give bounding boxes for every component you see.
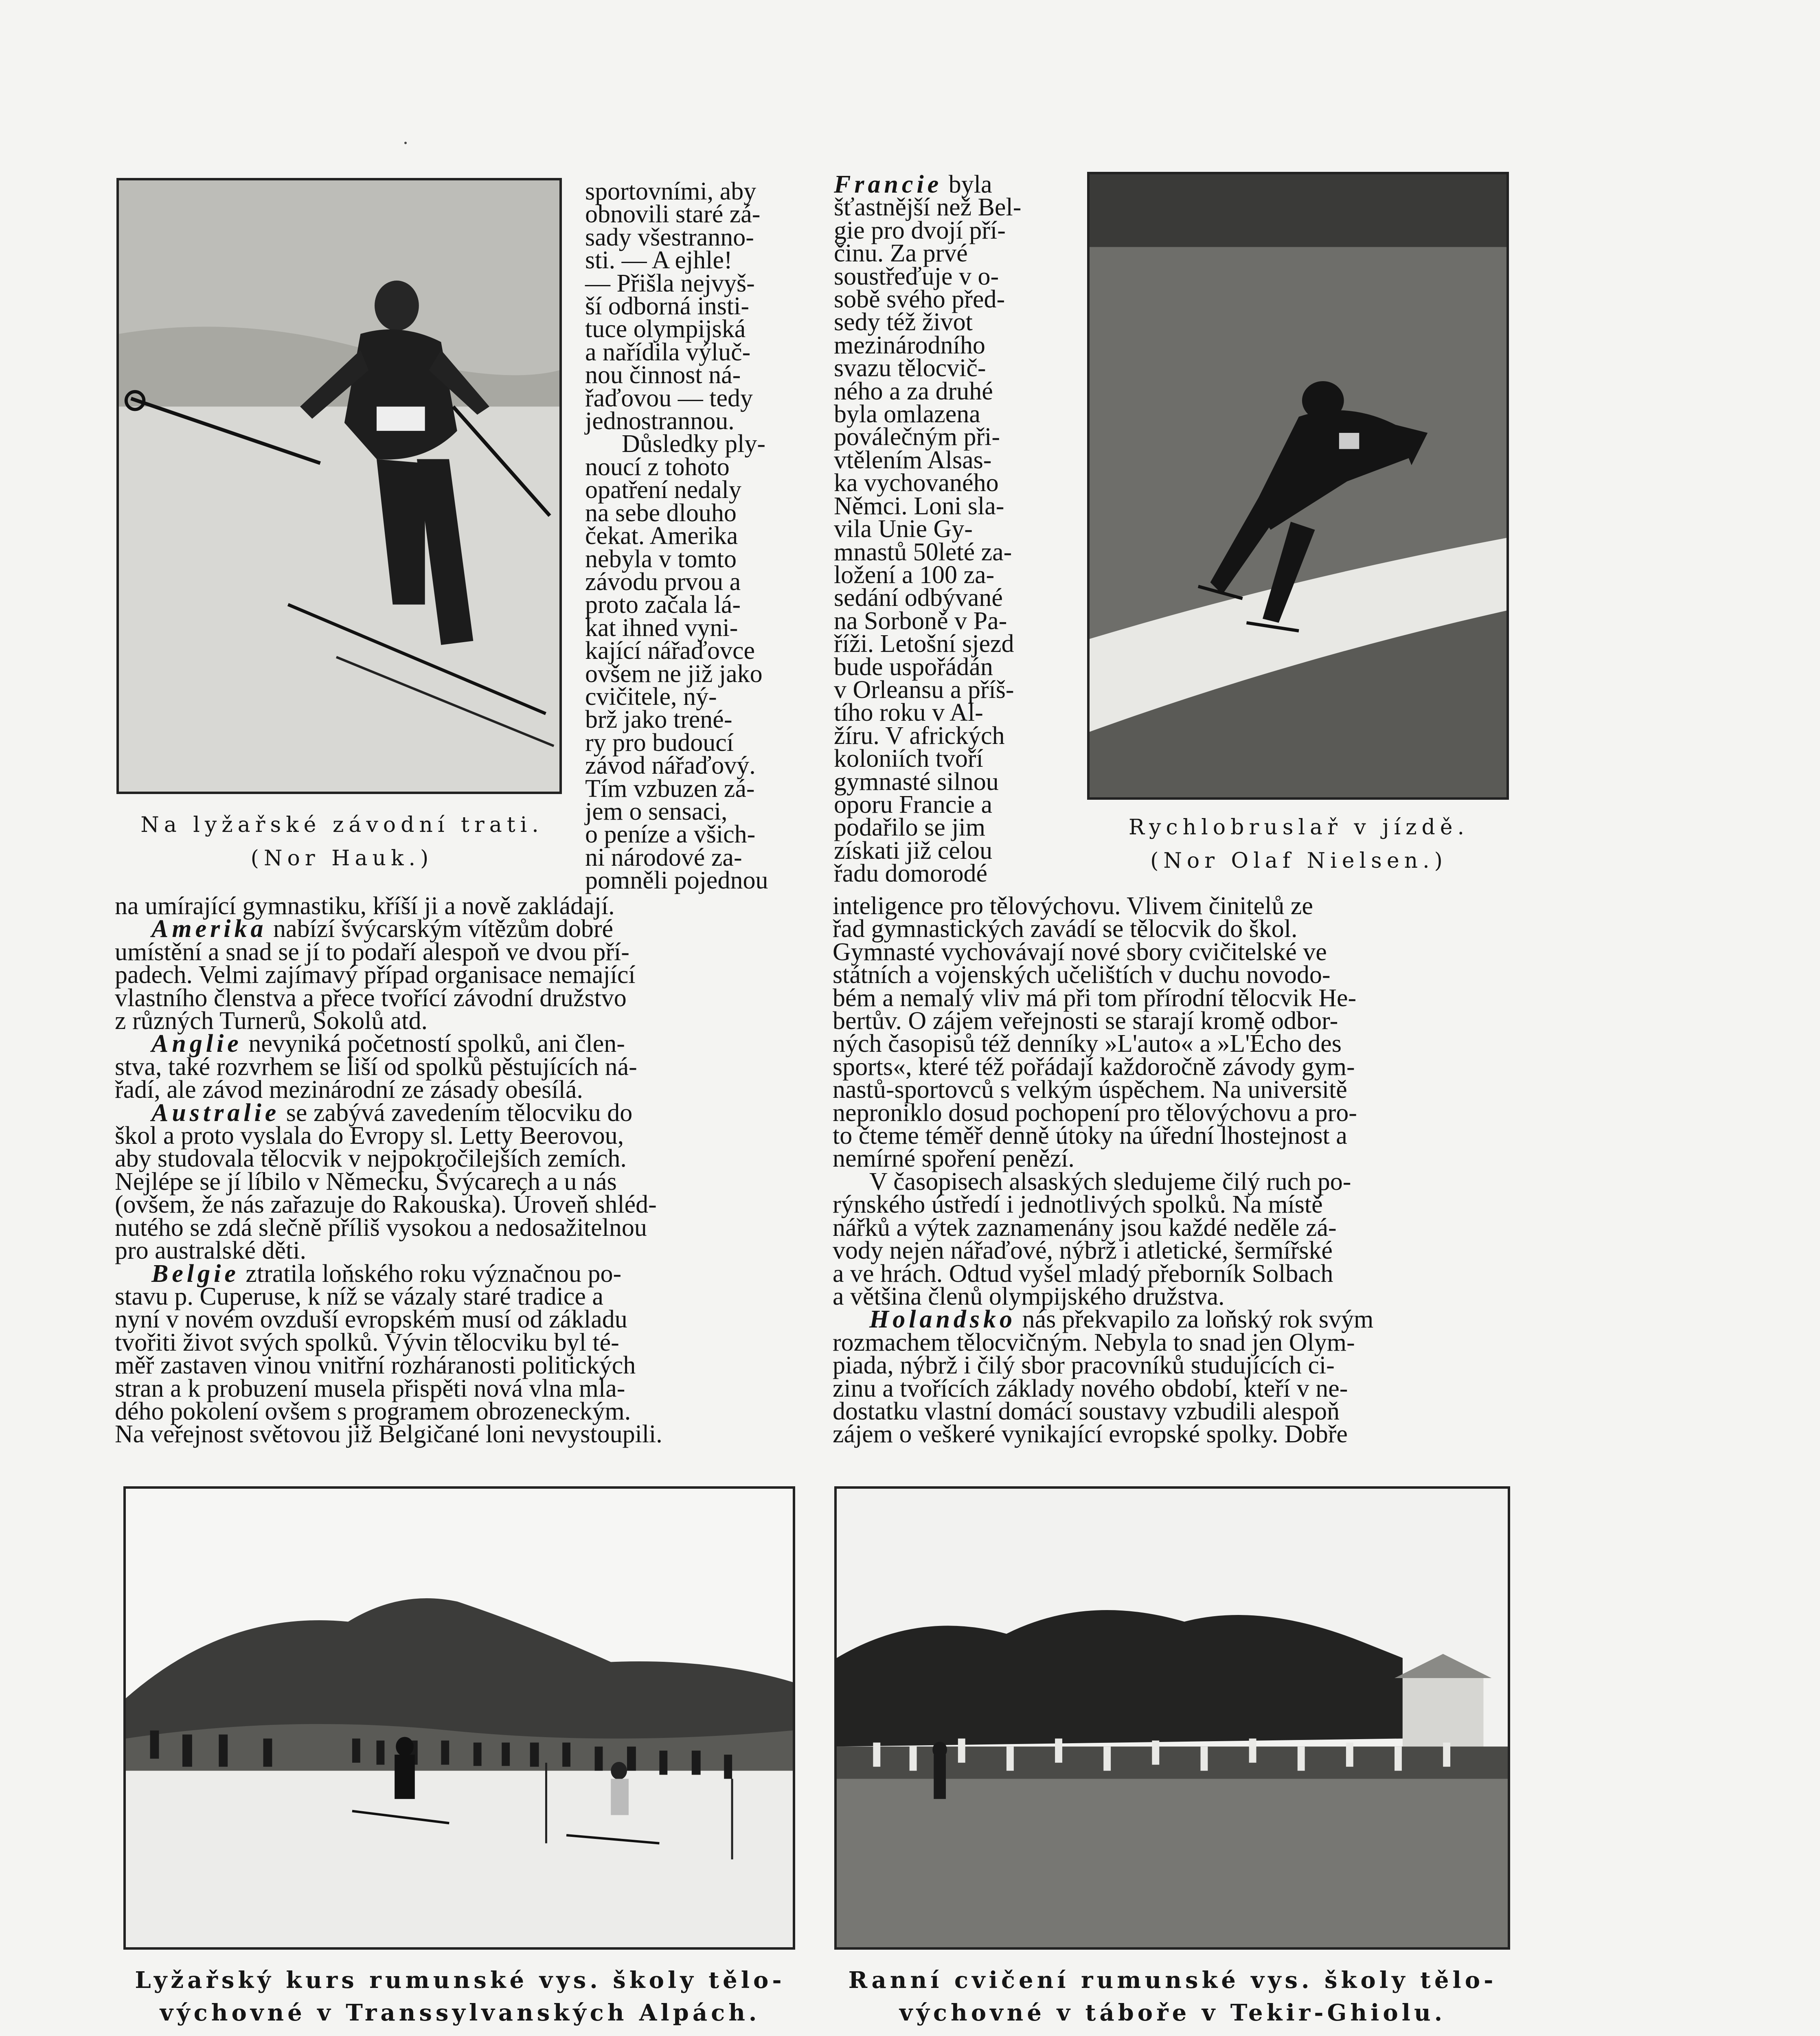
photo-ski-racer — [116, 178, 562, 794]
text-line: opatření nedaly — [585, 476, 741, 504]
text-line: sportovními, aby — [585, 178, 757, 205]
text-line: tvořiti život svých spolků. Vývin tělocviku byl té- — [115, 1328, 619, 1356]
text-line: vila Unie Gy- — [834, 515, 973, 543]
text-line: umístění a snad se jí to podaří alespoň ve dvou pří- — [115, 938, 629, 966]
text-line: Gymnasté vychovávají nové sbory cvičitelské ve — [833, 938, 1327, 966]
text-line: sobě svého před- — [834, 285, 1005, 314]
text-line: ry pro budoucí — [585, 728, 734, 757]
ski-course-image — [126, 1489, 793, 1947]
text-line: bertův. O zájem veřejnosti se starají kromě odbor- — [833, 1007, 1338, 1035]
morning-exercise-image — [837, 1489, 1508, 1947]
text-line: nebyla v tomto — [585, 545, 737, 573]
country-name: Anglie — [151, 1030, 242, 1058]
caption-line: (Nor Hauk.) — [250, 846, 434, 871]
text-line: stran a k probuzení musela přispěti nová vlna mla- — [115, 1374, 625, 1402]
text-line: řaďovou — tedy — [585, 384, 753, 412]
text-line: a ve hrách. Odtud vyšel mladý přeborník Solbach — [833, 1259, 1333, 1288]
text-line: Francie byla — [834, 171, 992, 198]
text-line: tuce olympijská — [585, 315, 746, 343]
text-line: koloniích tvoří — [834, 745, 983, 773]
text-line: noucí z tohoto — [585, 453, 730, 481]
text-line: cvičitele, ný- — [585, 682, 717, 711]
text-line: kající nářaďovce — [585, 637, 755, 665]
text-line: vlastního členstva a přece tvořící závodní družstvo — [115, 984, 627, 1012]
text-line: říži. Letošní sjezd — [834, 630, 1014, 658]
caption-morning-exercise — [814, 1964, 1531, 2029]
text-line: závodu prvou a — [585, 568, 741, 596]
text-line: na Sorboně v Pa- — [834, 607, 1007, 635]
text-line: bude uspořádán — [834, 653, 993, 681]
text-line: jednostrannou. — [585, 407, 735, 435]
text-column-middle — [585, 178, 797, 895]
text-line: svazu tělocvič- — [834, 354, 986, 382]
text-line: sti. — A ejhle! — [585, 246, 732, 274]
text-line: žíru. V afrických — [834, 722, 1005, 750]
text-line: Belgie ztratila loňského roku význačnou po- — [151, 1259, 622, 1288]
text-line: stavu p. Cuperuse, k níž se vázaly staré tradice a — [115, 1282, 603, 1310]
ski-racer-image — [119, 180, 559, 792]
text-line: o peníze a všich- — [585, 821, 756, 849]
country-name: Belgie — [151, 1259, 239, 1288]
print-speck — [404, 142, 407, 144]
caption-line: výchovné v táboře v Tekir-Ghiolu. — [899, 1999, 1446, 2026]
caption-line: Ranní cvičení rumunské vys. školy tělo- — [848, 1967, 1497, 1994]
text-line: v Orleansu a příš- — [834, 676, 1014, 704]
text-line: řadí, ale závod mezinárodní ze zásady obesílá. — [115, 1076, 583, 1104]
text-line: pro australské děti. — [115, 1237, 307, 1265]
text-line: pomněli pojednou — [585, 867, 768, 895]
text-line: mnastů 50leté za- — [834, 538, 1012, 566]
text-line: — Přišla nejvyš- — [585, 269, 755, 297]
text-line: čekat. Amerika — [585, 522, 738, 550]
text-line: obnovili staré zá- — [585, 200, 761, 228]
text-line: tího roku v Al- — [834, 699, 983, 727]
caption-line: (Nor Olaf Nielsen.) — [1150, 849, 1447, 873]
text-line: proto začala lá- — [585, 591, 741, 619]
country-name: Francie — [834, 171, 943, 198]
text-line: brž jako trené- — [585, 706, 732, 734]
text-line: škol a proto vyslala do Evropy sl. Letty Beerovou, — [115, 1122, 624, 1150]
text-line: nemírné spoření penězí. — [833, 1145, 1074, 1173]
text-column-right — [834, 171, 1062, 888]
text-line: řad gymnastických zavádí se tělocvik do škol. — [833, 915, 1298, 943]
text-line: řadu domorodé — [834, 860, 988, 888]
text-line: aby studovala tělocvik v nejpokročilejších zemích. — [115, 1145, 627, 1173]
caption-ski-course — [102, 1964, 818, 2029]
photo-ski-course — [123, 1486, 795, 1950]
text-line: Amerika nabízí švýcarským vítězům dobré — [151, 915, 613, 943]
text-line: Důsledky ply- — [622, 430, 766, 458]
text-line: sedy též život — [834, 308, 973, 336]
text-line: sady všestranno- — [585, 223, 754, 251]
text-line: ných časopisů též denníky »L'auto« a »L'Écho des — [833, 1030, 1342, 1058]
text-line: vody nejen nářaďové, nýbrž i atletické, šermířské — [833, 1237, 1333, 1265]
text-line: ni národové za- — [585, 843, 742, 871]
text-line: Tím vzbuzen zá- — [585, 774, 755, 803]
country-name: Australie — [151, 1099, 280, 1127]
text-line: ší odborná insti- — [585, 292, 749, 320]
text-line: ka vychovaného — [834, 469, 999, 497]
text-line: a nařídila výluč- — [585, 338, 751, 366]
text-line: rozmachem tělocvičným. Nebyla to snad jen Olym- — [833, 1328, 1355, 1356]
country-name: Holandsko — [869, 1305, 1016, 1334]
text-line: šťastnější než Bel- — [834, 193, 1022, 222]
text-line: Nejlépe se jí líbilo v Německu, Švýcarech a u nás — [115, 1167, 617, 1196]
text-line: ného a za druhé — [834, 377, 993, 405]
text-line: Na veřejnost světovou již Belgičané loni nevystoupili. — [115, 1420, 662, 1448]
text-line: z různých Turnerů, Sokolů atd. — [115, 1007, 428, 1035]
text-line: ložení a 100 za- — [834, 561, 995, 589]
caption-ski-racer — [102, 808, 582, 875]
text-line: na sebe dlouho — [585, 499, 737, 527]
text-line: (ovšem, že nás zařazuje do Rakouska). Úroveň shléd- — [115, 1191, 657, 1219]
caption-line: Lyžařský kurs rumunské vys. školy tělo- — [135, 1967, 785, 1994]
text-column-lower-left — [115, 892, 799, 1448]
text-line: soustřeďuje v o- — [834, 262, 999, 290]
text-line: nářků a výtek zaznamenány jsou každé neděle zá- — [833, 1213, 1337, 1242]
text-line: nyní v novém ovzduší evropském musí od základu — [115, 1305, 627, 1334]
text-line: stva, také rozvrhem se liší od spolků pěstujících ná- — [115, 1053, 637, 1081]
caption-line: Rychlobruslař v jízdě. — [1128, 815, 1469, 840]
text-line: bém a nemalý vliv má při tom přírodní tělocvik He- — [833, 984, 1357, 1012]
text-line: mezinárodního — [834, 331, 985, 359]
country-name: Amerika — [151, 915, 267, 943]
text-line: činu. Za prvé — [834, 239, 968, 268]
text-line: měř zastaven vinou vnitřní rozháranosti politických — [115, 1351, 636, 1380]
text-line: dostatku vlastní domácí soustavy vzbudili alespoň — [833, 1397, 1340, 1425]
photo-speed-skater — [1087, 172, 1509, 800]
text-line: na umírající gymnastiku, kříší ji a nově zakládají. — [115, 892, 615, 920]
text-line: nutého se zdá slečně příliš vysokou a nedosažitelnou — [115, 1213, 647, 1242]
text-line: Holandsko nás překvapilo za loňský rok svým — [869, 1305, 1374, 1334]
caption-line: výchovné v Transsylvanských Alpách. — [160, 1999, 761, 2026]
text-line: neproniklo dosud pochopení pro tělovýchovu a pro- — [833, 1099, 1357, 1127]
text-line: gymnasté silnou — [834, 768, 999, 796]
text-line: státních a vojenských učelištích v duchu novodo- — [833, 961, 1331, 989]
text-line: kat ihned vyni- — [585, 614, 738, 642]
text-line: to čteme téměř denně útoky na úřední lhostejnost a — [833, 1122, 1347, 1150]
text-line: sports«, které též pořádají každoročně závody gym- — [833, 1053, 1355, 1081]
text-line: piada, nýbrž i čilý sbor pracovníků studujících ci- — [833, 1351, 1335, 1380]
text-line: V časopisech alsaských sledujeme čilý ruch po- — [869, 1167, 1351, 1196]
text-line: získati již celou — [834, 836, 993, 864]
text-line: Němci. Loni sla- — [834, 492, 1004, 520]
text-line: sedání odbývané — [834, 584, 1003, 612]
text-line: a většina členů olympijského družstva. — [833, 1282, 1225, 1310]
text-line: jem o sensaci, — [585, 797, 728, 825]
text-line: padech. Velmi zajímavý případ organisace nemající — [115, 961, 636, 989]
text-line: dého pokolení ovšem s programem obrozeneckým. — [115, 1397, 631, 1425]
text-line: Australie se zabývá zavedením tělocviku do — [151, 1099, 633, 1127]
text-line: ovšem ne již jako — [585, 660, 763, 688]
text-line: závod nářaďový. — [585, 752, 756, 780]
text-line: podařilo se jim — [834, 814, 985, 842]
photo-morning-exercise — [834, 1486, 1510, 1950]
text-line: rýnského ústředí i jednotlivých spolků. Na místě — [833, 1191, 1323, 1219]
text-line: nastů-sportovců s velkým úspěchem. Na universitě — [833, 1076, 1347, 1104]
text-line: zájem o veškeré vynikající evropské spolky. Dobře — [833, 1420, 1348, 1448]
text-line: Anglie nevyniká početností spolků, ani člen- — [151, 1030, 625, 1058]
text-line: poválečným při- — [834, 423, 1000, 451]
caption-line: Na lyžařské závodní trati. — [140, 813, 544, 837]
caption-speed-skater — [1071, 811, 1527, 878]
text-column-lower-right — [833, 892, 1517, 1448]
text-line: byla omlazena — [834, 400, 980, 428]
text-line: zinu a tvořících základy nového období, kteří v ne- — [833, 1374, 1348, 1402]
text-line: vtělením Alsas- — [834, 446, 992, 474]
text-line: oporu Francie a — [834, 790, 993, 818]
text-line: inteligence pro tělovýchovu. Vlivem činitelů ze — [833, 892, 1313, 920]
text-line: gie pro dvojí pří- — [834, 216, 1006, 244]
text-line: nou činnost ná- — [585, 361, 741, 389]
speed-skater-image — [1090, 174, 1506, 797]
